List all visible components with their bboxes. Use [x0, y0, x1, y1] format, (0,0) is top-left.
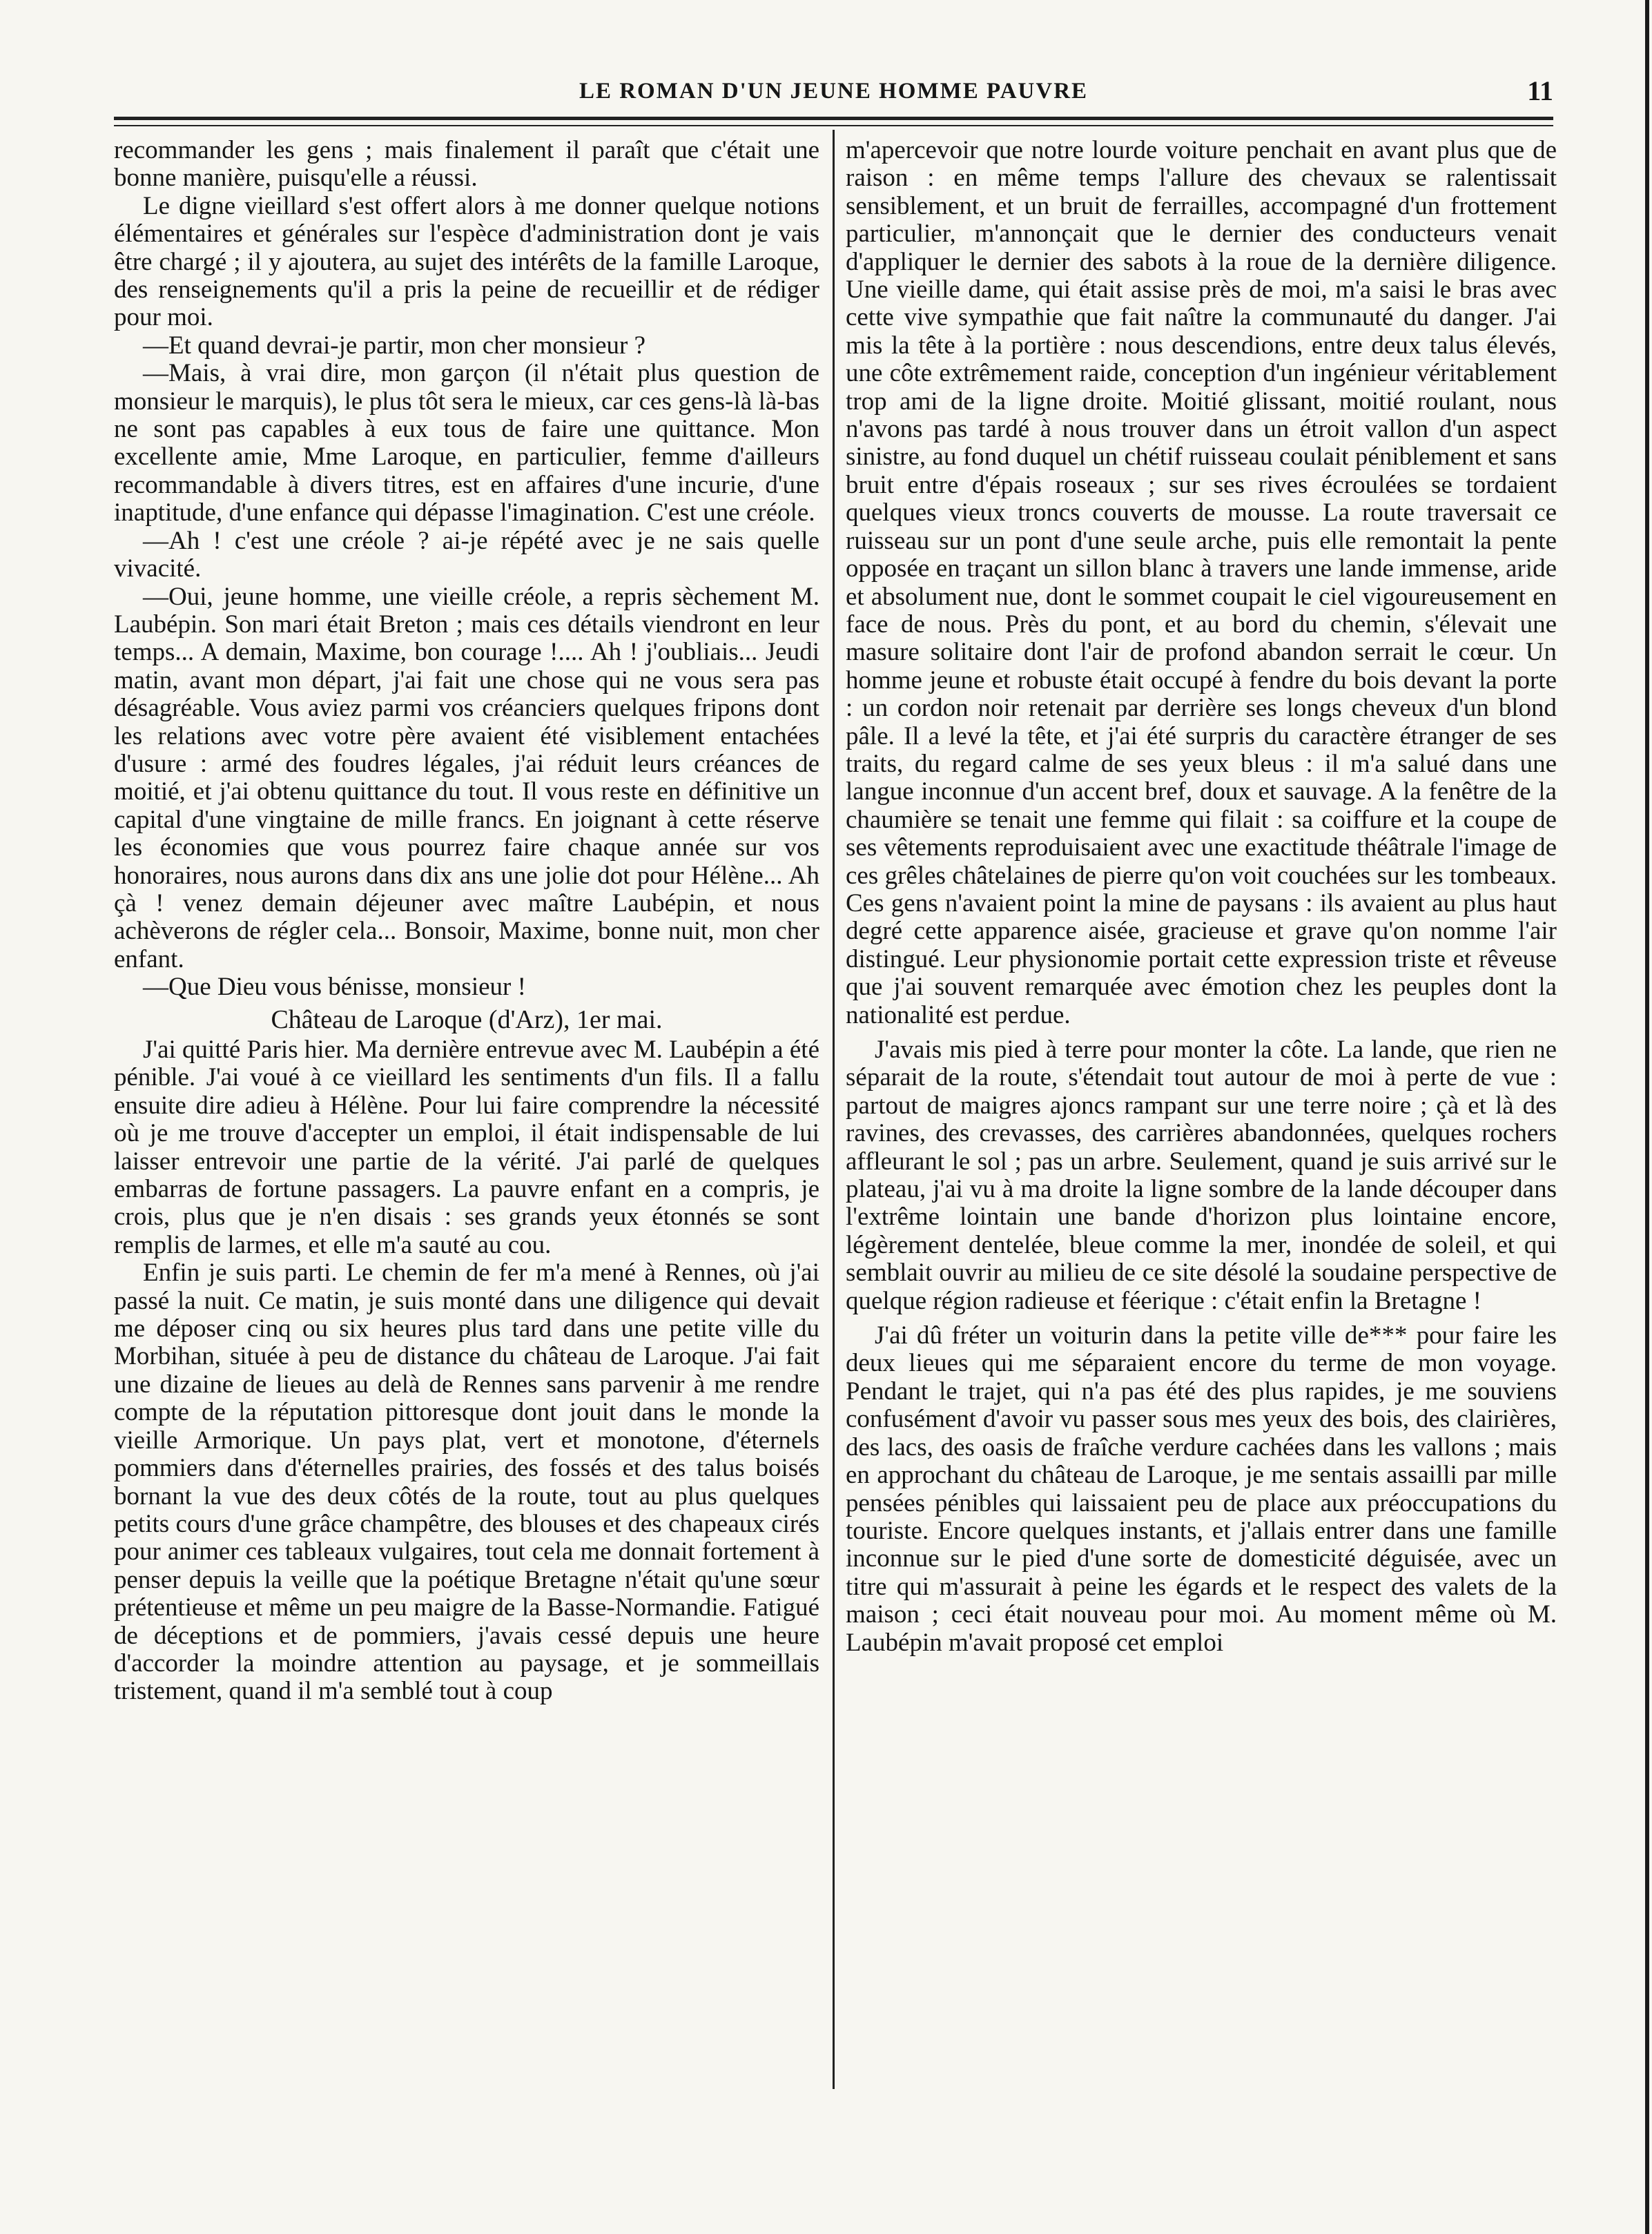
page-number: 11	[1527, 75, 1553, 106]
left-column	[114, 137, 819, 1706]
column-divider	[833, 130, 835, 2089]
running-title: LE ROMAN D'UN JEUNE HOMME PAUVRE	[579, 79, 1089, 104]
paragraph: —Oui, jeune homme, une vieille créole, a repris sèchement M. Laubépin. Son mari était Breton ; mais ces détails viendront en leur temps... A demain, Maxime, bon courage !.... Ah ! j'oubliais... Jeudi matin, avant mon départ, j'ai fait une chose qui ne vous sera pas désagréable. Vous aviez parmi vos créanciers quelques fripons dont les relations avec votre père avaient été visiblement entachées d'usure : armé des foudres légales, j'ai réduit leurs créances de moitié, et j'ai obtenu quittance du tout. Il vous reste en définitive un capital d'une vingtaine de mille francs. En joignant à cette réserve les économies que vous pourrez faire chaque année sur vos honoraires, nous aurons dans dix ans une jolie dot pour Hélène... Ah çà ! venez demain déjeuner avec maître Laubépin, et nous achèverons de régler cela... Bonsoir, Maxime, bonne nuit, mon cher enfant.	[114, 582, 819, 973]
header-rule-thick	[114, 117, 1553, 120]
paragraph: J'ai quitté Paris hier. Ma dernière entrevue avec M. Laubépin a été pénible. J'ai voué à ce vieillard les sentiments d'un fils. Il a fallu ensuite dire adieu à Hélène. Pour lui faire comprendre la nécessité où je me trouve d'accepter un emploi, il était indispensable de lui laisser entrevoir une partie de la vérité. J'ai parlé de quelques embarras de fortune passagers. La pauvre enfant en a compris, je crois, plus que je n'en disais : ses grands yeux étonnés se sont remplis de larmes, et elle m'a sauté au cou.	[114, 1036, 819, 1259]
scan-edge-mark	[1645, 0, 1649, 2234]
paragraph: recommander les gens ; mais finalement il paraît que c'était une bonne manière, puisqu'elle a réussi.	[114, 136, 819, 193]
paragraph: J'ai dû fréter un voiturin dans la petite ville de*** pour faire les deux lieues qui me séparaient encore du terme de mon voyage. Pendant le trajet, qui n'a pas été des plus rapides, je me souviens confusément d'avoir vu passer sous mes yeux des bois, des clairières, des lacs, des oasis de fraîche verdure cachées dans les vallons ; mais en approchant du château de Laroque, je me sentais assailli par mille pensées pénibles qui laissaient peu de place aux préoccupations du touriste. Encore quelques instants, et j'allais entrer dans une famille inconnue sur le pied d'une sorte de domesticité déguisée, avec un titre qui m'assurait à peine les égards et le respect des valets de la maison ; ceci était nouveau pour moi. Au moment même où M. Laubépin m'avait proposé cet emploi	[846, 1321, 1557, 1657]
paragraph: Enfin je suis parti. Le chemin de fer m'a mené à Rennes, où j'ai passé la nuit. Ce matin, je suis monté dans une diligence qui devait me déposer cinq ou six heures plus tard dans une petite ville du Morbihan, située à peu de distance du château de Laroque. J'ai fait une dizaine de lieues au delà de Rennes sans parvenir à me rendre compte de la réputation pittoresque dont jouit dans le monde la vieille Armorique. Un pays plat, vert et monotone, d'éternels pommiers dans d'éternelles prairies, des fossés et des talus boisés bornant la vue des deux côtés de la route, tout au plus quelques petits cours d'une grâce champêtre, des blouses et des chapeaux cirés pour animer ces tableaux vulgaires, tout cela me donnait fortement à penser depuis la veille que la poétique Bretagne n'était qu'une sœur prétentieuse et même un peu maigre de la Basse-Normandie. Fatigué de déceptions et de pommiers, j'avais cessé depuis une heure d'accorder la moindre attention au paysage, et je sommeillais tristement, quand il m'a semblé tout à coup	[114, 1259, 819, 1706]
right-column	[846, 137, 1557, 1657]
page-header	[114, 64, 1553, 113]
header-rule-thin	[114, 125, 1553, 126]
paragraph: J'avais mis pied à terre pour monter la côte. La lande, que rien ne séparait de la route, s'étendait tout autour de moi à perte de vue : partout de maigres ajoncs rampant sur une terre noire ; çà et là des ravines, des crevasses, des carrières abandonnées, quelques rochers affleurant le sol ; pas un arbre. Seulement, quand je suis arrivé sur le plateau, j'ai vu à ma droite la ligne sombre de la lande découper dans l'extrême lointain une bande d'horizon plus lointaine encore, légèrement dentelée, bleue comme la mer, inondée de soleil, et qui semblait ouvrir au milieu de ce site désolé la soudaine perspective de quelque région radieuse et féerique : c'était enfin la Bretagne !	[846, 1036, 1557, 1315]
paragraph: —Ah ! c'est une créole ? ai-je répété avec je ne sais quelle vivacité.	[114, 526, 819, 583]
paragraph: —Que Dieu vous bénisse, monsieur !	[143, 973, 526, 1002]
paragraph: —Mais, à vrai dire, mon garçon (il n'était plus question de monsieur le marquis), le plus tôt sera le mieux, car ces gens-là là-bas ne sont pas capables à eux tous de faire une quittance. Mon excellente amie, Mme Laroque, en particulier, femme d'ailleurs recommandable à divers titres, est en affaires d'une incurie, d'une inaptitude, d'une enfance qui dépasse l'imagination. C'est une créole.	[114, 359, 819, 527]
paragraph: Le digne vieillard s'est offert alors à me donner quelque notions élémentaires et générales sur l'espèce d'administration dont je vais être chargé ; il y ajoutera, au sujet des intérêts de la famille Laroque, des renseignements qu'il a pris la peine de recueillir et de rédiger pour moi.	[114, 191, 819, 332]
paragraph: —Et quand devrai-je partir, mon cher monsieur ?	[143, 331, 645, 360]
paragraph: m'apercevoir que notre lourde voiture penchait en avant plus que de raison : en même temps l'allure des chevaux se ralentissait sensiblement, et un bruit de ferrailles, accompagné d'un frottement particulier, m'annonçait que le dernier des conducteurs venait d'appliquer le dernier des sabots à la roue de la dernière diligence. Une vieille dame, qui était assise près de moi, m'a saisi le bras avec cette vive sympathie que fait naître la communauté du danger. J'ai mis la tête à la portière : nous descendions, entre deux talus élevés, une côte extrêmement raide, conception d'un ingénieur véritablement trop ami de la ligne droite. Moitié glissant, moitié roulant, nous n'avons pas tardé à nous trouver dans un étroit vallon d'un aspect sinistre, au fond duquel un chétif ruisseau coulait péniblement et sans bruit entre d'épais roseaux ; sur ses rives écroulées se tordaient quelques vieux troncs couverts de mousse. La route traversait ce ruisseau sur un pont d'une seule arche, puis elle remontait la pente opposée en traçant un sillon blanc à travers une lande immense, aride et absolument nue, dont le sommet coupait le ciel vigoureusement en face de nous. Près du pont, et au bord du chemin, s'élevait une masure solitaire dont l'air de profond abandon serrait le cœur. Un homme jeune et robuste était occupé à fendre du bois devant la porte : un cordon noir retenait par derrière ses longs cheveux d'un blond pâle. Il a levé la tête, et j'ai été surpris du caractère étranger de ses traits, du regard calme de ses yeux bleus : il m'a salué dans une langue inconnue d'un accent bref, doux et sauvage. A la fenêtre de la chaumière se tenait une femme qui filait : sa coiffure et la coupe de ses vêtements reproduisaient avec une exactitude théâtrale l'image de ces grêles châtelaines de pierre qu'on voit couchées sur les tombeaux. Ces gens n'avaient point la mine de paysans : ils avaient au plus haut degré cette apparence aisée, gracieuse et grave qu'on nomme l'air distingué. Leur physionomie portait cette expression triste et rêveuse que j'ai souvent remarquée avec émotion chez les peuples dont la nationalité est perdue.	[846, 136, 1557, 1029]
dateline-heading: Château de Laroque (d'Arz), 1er mai.	[271, 1004, 663, 1034]
